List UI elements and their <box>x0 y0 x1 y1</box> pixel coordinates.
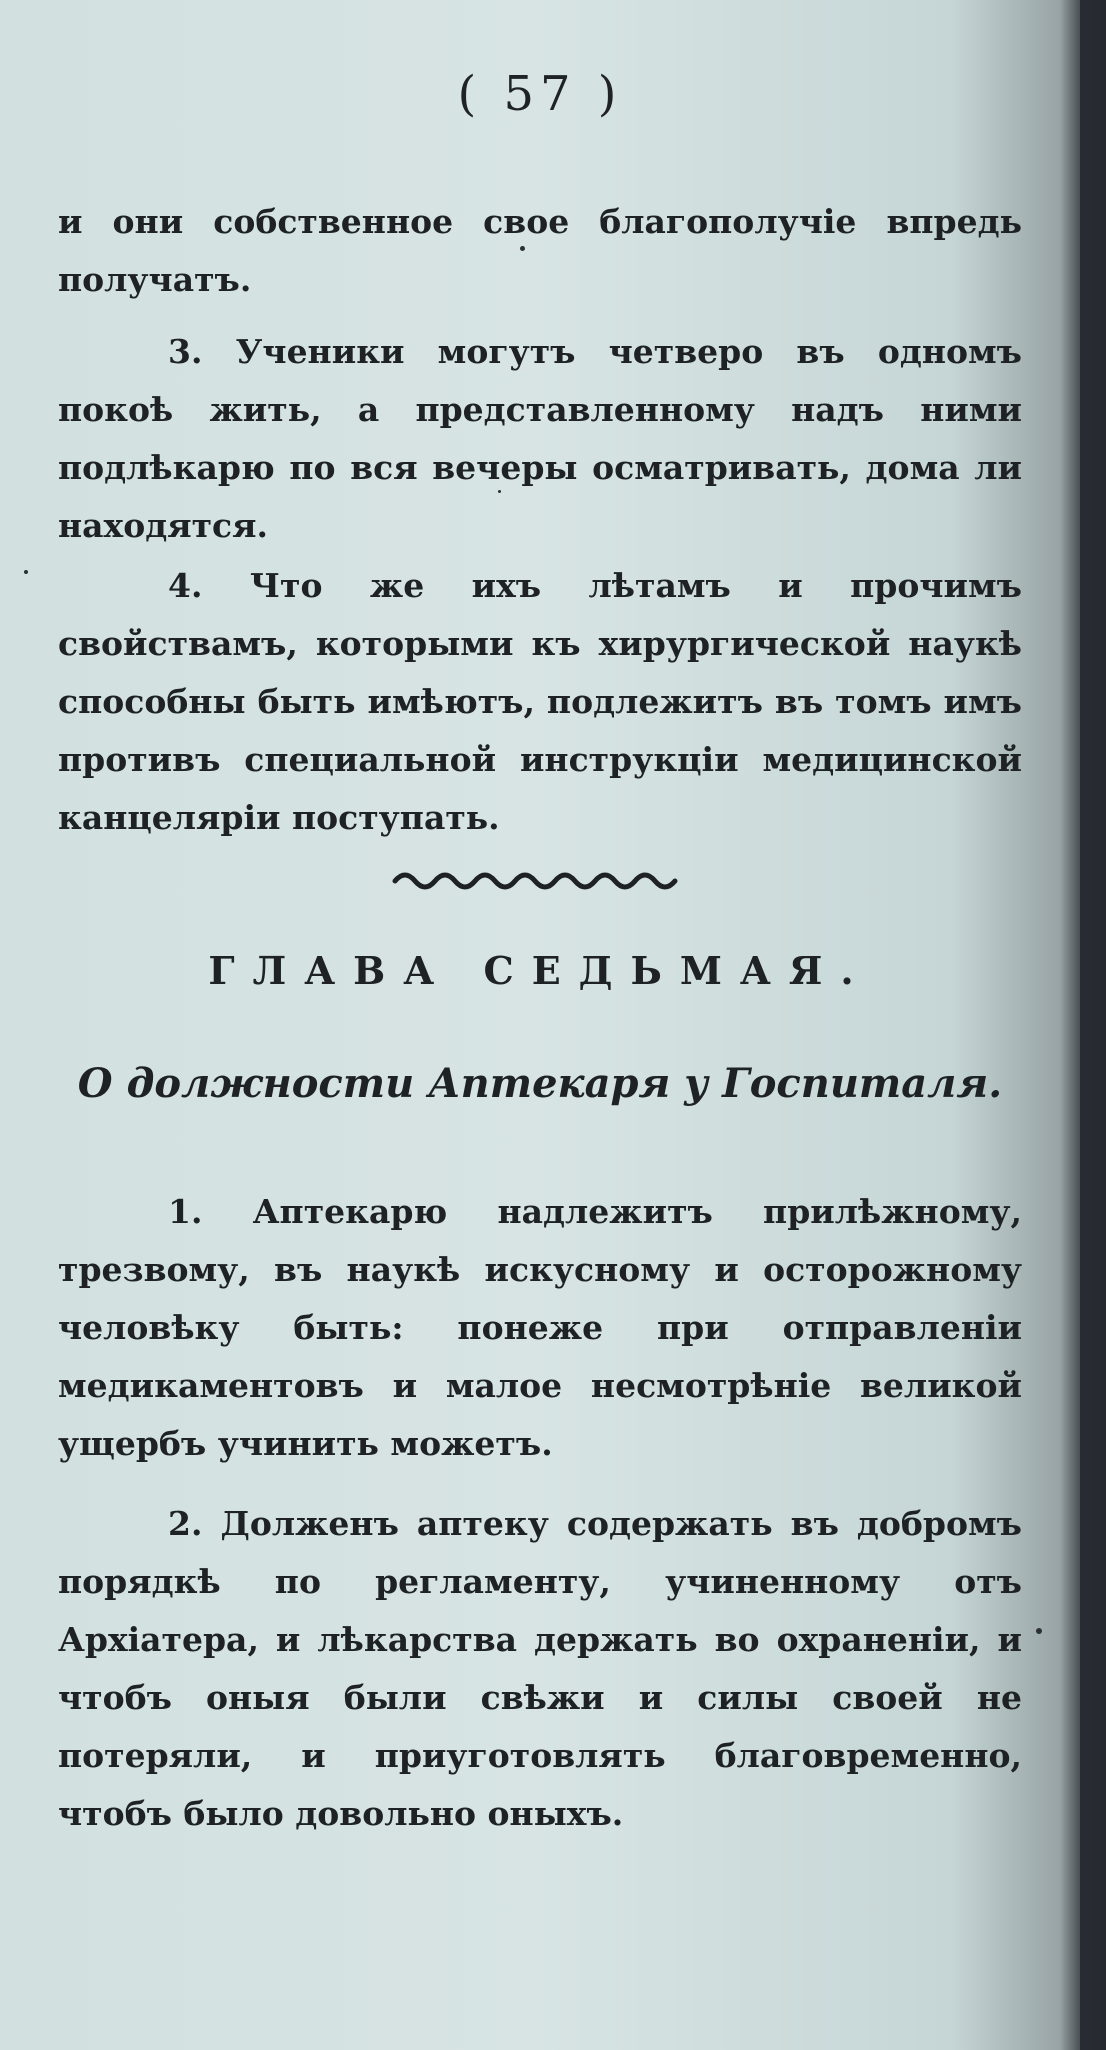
paper-speck <box>1036 1628 1042 1634</box>
chapter-paragraph-2: 2. Долженъ аптеку содержать въ добромъ порядкѣ по регламенту, учиненному отъ Архіатера, и лѣкарства держать во охраненіи, и чтобъ оныя были свѣжи и силы своей не потеряли, и приуготовлять благовременно, чтобъ было довольно оныхъ. <box>58 1504 1022 1833</box>
paragraph-continuation: и они собственное свое благополучіе впредь получатъ. <box>58 202 1022 299</box>
paper-speck <box>498 490 501 493</box>
chapter-subtitle: О должности Аптекаря у Госпиталя. <box>77 1060 1003 1107</box>
page-number: ( 57 ) <box>457 66 623 122</box>
paper-speck <box>24 570 28 574</box>
chapter-title: ГЛАВА СЕДЬМАЯ. <box>208 948 872 993</box>
paper-speck <box>520 246 525 251</box>
paragraph-item-3: 3. Ученики могутъ четверо въ одномъ покоѣ жить, а представленному надъ ними подлѣкарю по вся вечеры осматривать, дома ли находятся. <box>58 332 1022 545</box>
page-edge-shadow <box>1060 0 1106 2050</box>
wave-ornament-divider <box>390 866 690 896</box>
chapter-paragraph-1: 1. Аптекарю надлежитъ прилѣжному, трезвому, въ наукѣ искусному и осторожному человѣку быть: понеже при отправленіи медикаментовъ и малое несмотрѣніе великой ущербъ учинить можетъ. <box>58 1192 1022 1463</box>
paragraph-item-4: 4. Что же ихъ лѣтамъ и прочимъ свойствамъ, которыми къ хирургической наукѣ способны быть имѣютъ, подлежитъ въ томъ имъ противъ специальной инструкціи медицинской канцеляріи поступать. <box>58 566 1022 837</box>
